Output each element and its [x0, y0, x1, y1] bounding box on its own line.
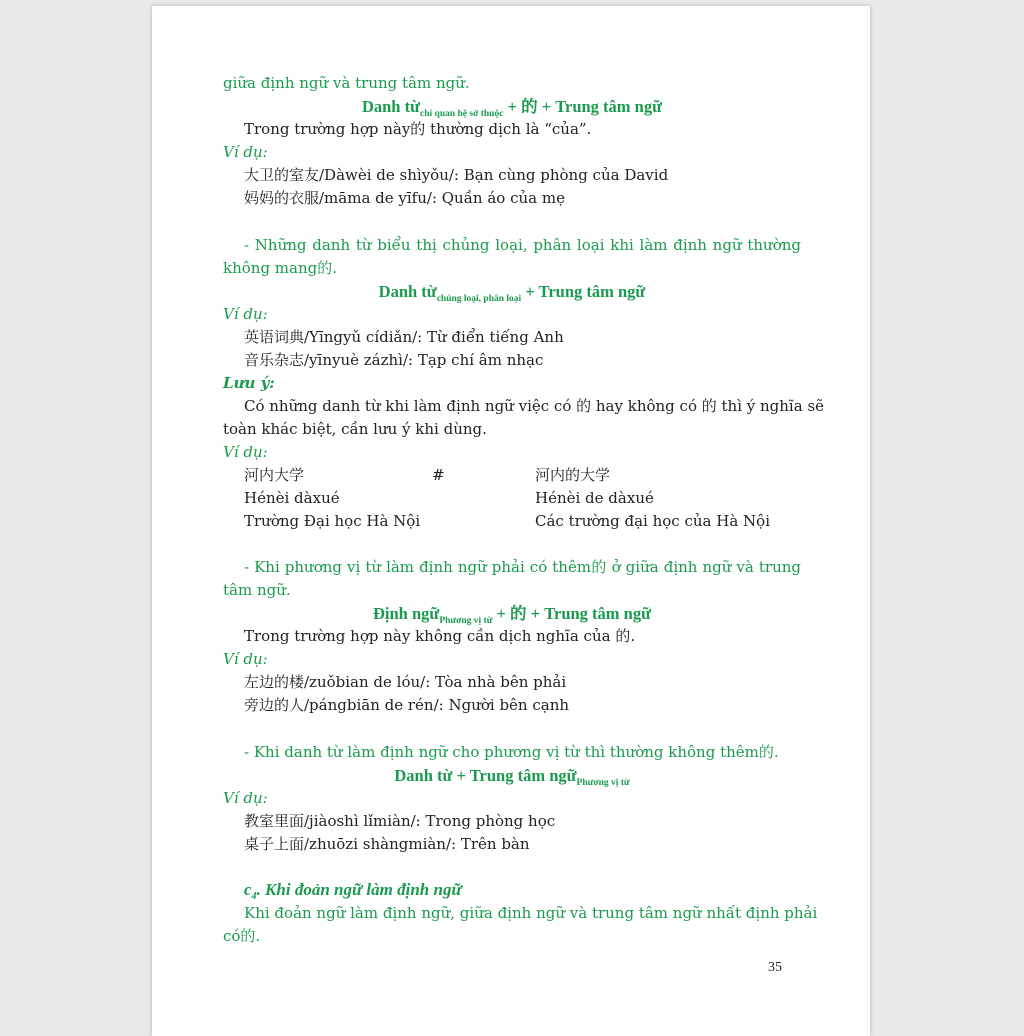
- paragraph-line: có的.: [223, 927, 261, 945]
- formula-subscript: Phương vị từ: [576, 778, 630, 788]
- example-line: 旁边的人/pángbiān de rén/: Người bên cạnh: [244, 696, 570, 714]
- example-line: 教室里面/jiàoshì lǐmiàn/: Trong phòng học: [244, 812, 556, 830]
- example-label: Ví dụ:: [223, 789, 268, 807]
- paragraph-line: Khi đoản ngữ làm định ngữ, giữa định ngữ và trung tâm ngữ nhất định phải: [244, 904, 818, 922]
- compare-symbol: #: [432, 466, 445, 484]
- paragraph-line: Có những danh từ khi làm định ngữ việc có 的 hay không có 的 thì ý nghĩa sẽ: [244, 397, 825, 415]
- example-line: 左边的楼/zuǒbian de lóu/: Tòa nhà bên phải: [244, 673, 567, 691]
- formula-subscript: Phương vị từ: [439, 616, 493, 626]
- page-number: 35: [768, 960, 782, 975]
- compare-right: Hénèi de dàxué: [535, 489, 654, 507]
- formula-category: [223, 280, 801, 303]
- formula-rest: + Trung tâm ngữ: [521, 282, 646, 301]
- text-line: giữa định ngữ và trung tâm ngữ.: [223, 74, 470, 92]
- compare-right: Các trường đại học của Hà Nội: [535, 512, 770, 530]
- formula-main: Danh từ: [361, 97, 421, 116]
- paragraph-line: tâm ngữ.: [223, 581, 291, 599]
- compare-left: 河内大学: [244, 466, 305, 484]
- text-line: Trong trường hợp này的 thường dịch là “của”.: [244, 120, 592, 138]
- example-line: 妈妈的衣服/māma de yīfu/: Quần áo của mẹ: [244, 189, 565, 207]
- compare-left: Trường Đại học Hà Nội: [244, 512, 421, 530]
- example-label: Ví dụ:: [223, 650, 268, 668]
- formula-main: Danh từ: [378, 282, 437, 301]
- compare-left: Hénèi dàxué: [244, 489, 340, 507]
- paragraph-line: toàn khác biệt, cần lưu ý khi dùng.: [223, 420, 487, 438]
- section-heading: [244, 878, 462, 901]
- heading-letter: c: [244, 880, 252, 899]
- formula-subscript: chỉ quan hệ sở thuộc: [420, 109, 504, 119]
- text-line: Trong trường hợp này không cần dịch nghĩa của 的.: [244, 627, 636, 645]
- paragraph-line: - Khi danh từ làm định ngữ cho phương vị từ thì thường không thêm的.: [244, 743, 779, 761]
- heading-text: . Khi đoản ngữ làm định ngữ: [256, 880, 462, 899]
- example-line: 桌子上面/zhuōzi shàngmiàn/: Trên bàn: [244, 835, 530, 853]
- example-label: Ví dụ:: [223, 305, 268, 323]
- note-label: Lưu ý:: [223, 374, 275, 392]
- heading-subscript: 4: [251, 891, 257, 902]
- formula-main: Định ngữ: [373, 604, 440, 623]
- example-label: Ví dụ:: [223, 143, 268, 161]
- paragraph-line: - Những danh từ biểu thị chủng loại, phân loại khi làm định ngữ thường: [244, 236, 801, 254]
- paragraph-line: - Khi phương vị từ làm định ngữ phải có thêm的 ở giữa định ngữ và trung: [244, 558, 801, 576]
- example-line: 英语词典/Yīngyǔ cídiǎn/: Từ điển tiếng Anh: [244, 328, 564, 346]
- formula-main: Danh từ + Trung tâm ngữ: [394, 766, 577, 785]
- example-line: 大卫的室友/Dàwèi de shìyǒu/: Bạn cùng phòng của David: [244, 166, 669, 184]
- example-line: 音乐杂志/yīnyuè zázhì/: Tạp chí âm nhạc: [244, 351, 544, 369]
- example-label: Ví dụ:: [223, 443, 268, 461]
- formula-locative: [223, 602, 801, 625]
- compare-right: 河内的大学: [535, 466, 611, 484]
- formula-noun-locative: [223, 764, 801, 787]
- paragraph-line: không mang的.: [223, 259, 338, 277]
- formula-subscript: chủng loại, phân loại: [436, 294, 522, 304]
- formula-possessive: [223, 95, 801, 118]
- formula-rest: + 的 + Trung tâm ngữ: [492, 604, 651, 623]
- formula-rest: + 的 + Trung tâm ngữ: [503, 97, 663, 116]
